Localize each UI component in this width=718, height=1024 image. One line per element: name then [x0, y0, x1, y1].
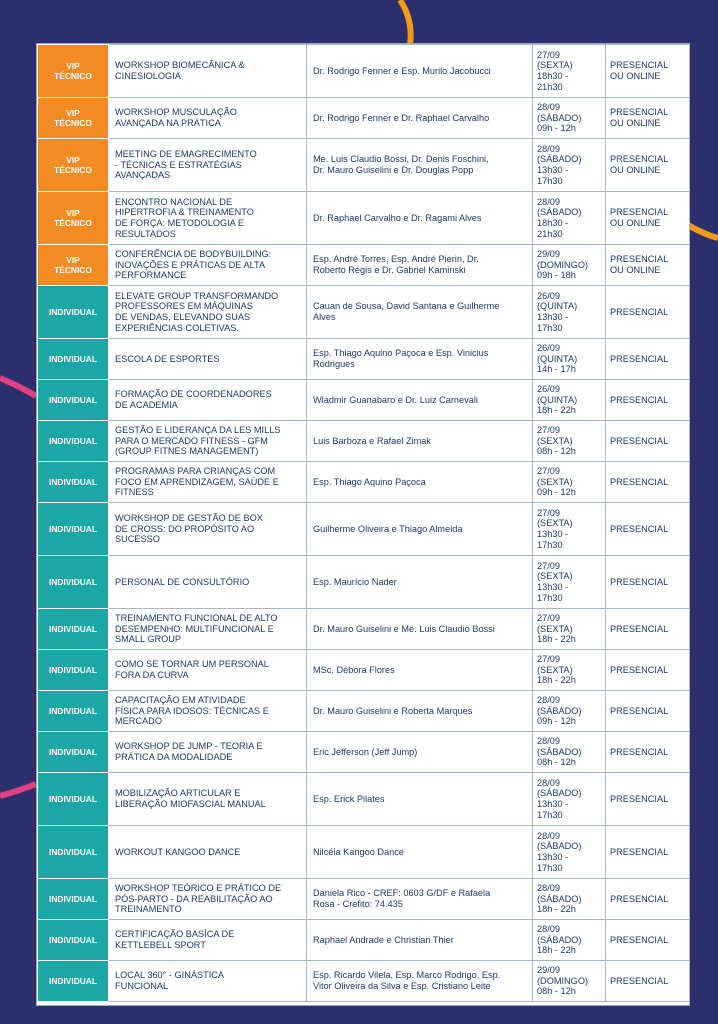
category-badge: INDIVIDUAL [38, 503, 109, 556]
modality: PRESENCIAL OU ONLINE [606, 98, 690, 139]
table-row [38, 286, 690, 339]
course-title: CONFERÊNCIA DE BODYBUILDING: INOVAÇÕES E PRÁTICAS DE ALTA PERFORMANCE [109, 245, 307, 286]
table-row [38, 339, 690, 380]
table-row [38, 732, 690, 773]
course-title: TREINAMENTO FUNCIONAL DE ALTO DESEMPENHO: MULTIFUNCIONAL E SMALL GROUP [109, 609, 307, 650]
modality: PRESENCIAL [606, 732, 690, 773]
modality: PRESENCIAL [606, 773, 690, 826]
category-badge: INDIVIDUAL [38, 773, 109, 826]
date-time: 29/09 (DOMINGO) 09h - 18h [533, 245, 606, 286]
course-title: ESCOLA DE ESPORTES [109, 339, 307, 380]
course-title: MOBILIZAÇÃO ARTICULAR E LIBERAÇÃO MIOFASCIAL MANUAL [109, 773, 307, 826]
modality: PRESENCIAL [606, 609, 690, 650]
category-badge: INDIVIDUAL [38, 961, 109, 1002]
speakers: Dr. Rodrigo Fenner e Dr. Raphael Carvalho [307, 98, 533, 139]
category-badge: VIP TÉCNICO [38, 98, 109, 139]
course-title: PROGRAMAS PARA CRIANÇAS COM FOCO EM APRENDIZAGEM, SAÚDE E FITNESS [109, 462, 307, 503]
course-title: PERSONAL DE CONSULTÓRIO [109, 556, 307, 609]
category-badge: INDIVIDUAL [38, 421, 109, 462]
orange-arc-top [400, 0, 411, 45]
modality: PRESENCIAL [606, 421, 690, 462]
category-badge: INDIVIDUAL [38, 380, 109, 421]
table-row [38, 879, 690, 920]
speakers: Daniela Rico - CREF: 0603 G/DF e Rafaela Rosa - Crefito: 74.435 [307, 879, 533, 920]
modality: PRESENCIAL [606, 691, 690, 732]
course-title: WORKSHOP MUSCULAÇÃO AVANÇADA NA PRÁTICA [109, 98, 307, 139]
modality: PRESENCIAL [606, 556, 690, 609]
date-time: 28/09 (SÁBADO) 13h30 - 17h30 [533, 826, 606, 879]
date-time: 28/09 (SÁBADO) 13h30 - 17h30 [533, 139, 606, 192]
date-time: 26/09 (QUINTA) 13h30 - 17h30 [533, 286, 606, 339]
modality: PRESENCIAL OU ONLINE [606, 192, 690, 245]
speakers: Esp. Erick Pilates [307, 773, 533, 826]
table-row [38, 462, 690, 503]
pink-arc-left [0, 378, 36, 396]
course-title: LOCAL 360° - GINÁSTICA FUNCIONAL [109, 961, 307, 1002]
table-row [38, 609, 690, 650]
speakers: Esp. André Torres, Esp. André Pierin, Dr. Roberto Régis e Dr. Gabriel Kaminski [307, 245, 533, 286]
speakers: Me. Luis Claudio Bossi, Dr. Denis Foschini, Dr. Mauro Guiselini e Dr. Douglas Popp [307, 139, 533, 192]
modality: PRESENCIAL [606, 920, 690, 961]
modality: PRESENCIAL [606, 961, 690, 1002]
modality: PRESENCIAL [606, 503, 690, 556]
speakers: Eric Jefferson (Jeff Jump) [307, 732, 533, 773]
speakers: Esp. Thiago Aquino Paçoca e Esp. Vinicius Rodrigues [307, 339, 533, 380]
date-time: 27/09 (SEXTA) 18h30 - 21h30 [533, 45, 606, 98]
speakers: Dr. Mauro Guiselini e Me. Luis Claudio Bossi [307, 609, 533, 650]
date-time: 27/09 (SEXTA) 13h30 - 17h30 [533, 556, 606, 609]
table-row [38, 826, 690, 879]
date-time: 27/09 (SEXTA) 13h30 - 17h30 [533, 503, 606, 556]
course-title: WORKSHOP BIOMECÂNICA & CINESIOLOGIA [109, 45, 307, 98]
date-time: 28/09 (SÁBADO) 18h30 - 21h30 [533, 192, 606, 245]
table-row [38, 773, 690, 826]
pink-arc-left-lower [0, 784, 36, 796]
table-row [38, 245, 690, 286]
date-time: 28/09 (SÁBADO) 18h - 22h [533, 879, 606, 920]
speakers: Esp. Maurício Nader [307, 556, 533, 609]
date-time: 27/09 (SEXTA) 08h - 12h [533, 421, 606, 462]
category-badge: INDIVIDUAL [38, 920, 109, 961]
category-badge: INDIVIDUAL [38, 691, 109, 732]
schedule-table-panel [36, 43, 690, 1006]
speakers: Nilcéia Kangoo Dance [307, 826, 533, 879]
course-title: GESTÃO E LIDERANÇA DA LES MILLS PARA O MERCADO FITNESS - GFM (GROUP FITNES MANAGEMENT) [109, 421, 307, 462]
speakers: Dr. Mauro Guiselini e Roberta Marques [307, 691, 533, 732]
date-time: 29/09 (DOMINGO) 08h - 12h [533, 961, 606, 1002]
category-badge: INDIVIDUAL [38, 879, 109, 920]
category-badge: VIP TÉCNICO [38, 245, 109, 286]
course-title: WORKOUT KANGOO DANCE [109, 826, 307, 879]
table-row [38, 961, 690, 1002]
category-badge: INDIVIDUAL [38, 556, 109, 609]
modality: PRESENCIAL [606, 380, 690, 421]
date-time: 27/09 (SEXTA) 09h - 12h [533, 462, 606, 503]
orange-arc-right [688, 225, 718, 238]
table-row [38, 503, 690, 556]
category-badge: VIP TÉCNICO [38, 139, 109, 192]
category-badge: VIP TÉCNICO [38, 45, 109, 98]
date-time: 28/09 (SÁBADO) 18h - 22h [533, 920, 606, 961]
course-title: ELEVATE GROUP TRANSFORMANDO PROFESSORES EM MÁQUINAS DE VENDAS, ELEVANDO SUAS EXPERIÊNCIAS COLETIVAS. [109, 286, 307, 339]
date-time: 28/09 (SÁBADO) 09h - 12h [533, 691, 606, 732]
date-time: 28/09 (SÁBADO) 13h30 - 17h30 [533, 773, 606, 826]
category-badge: INDIVIDUAL [38, 609, 109, 650]
modality: PRESENCIAL [606, 286, 690, 339]
course-title: MEETING DE EMAGRECIMENTO - TÉCNICAS E ESTRATÉGIAS AVANÇADAS [109, 139, 307, 192]
table-row [38, 380, 690, 421]
category-badge: INDIVIDUAL [38, 826, 109, 879]
speakers: Raphael Andrade e Christian Thier [307, 920, 533, 961]
speakers: MSc. Débora Flores [307, 650, 533, 691]
speakers: Cauan de Sousa, David Santana e Guilherme Alves [307, 286, 533, 339]
table-row [38, 650, 690, 691]
speakers: Dr. Raphael Carvalho e Dr. Ragami Alves [307, 192, 533, 245]
category-badge: INDIVIDUAL [38, 339, 109, 380]
table-row [38, 421, 690, 462]
modality: PRESENCIAL [606, 650, 690, 691]
modality: PRESENCIAL OU ONLINE [606, 45, 690, 98]
table-row [38, 139, 690, 192]
date-time: 26/09 (QUINTA) 14h - 17h [533, 339, 606, 380]
course-title: CAPACITAÇÃO EM ATIVIDADE FÍSICA PARA IDOSOS: TÉCNICAS E MERCADO [109, 691, 307, 732]
date-time: 27/09 (SEXTA) 18h - 22h [533, 650, 606, 691]
table-row [38, 192, 690, 245]
speakers: Wladmir Guanabaro e Dr. Luiz Carnevali [307, 380, 533, 421]
modality: PRESENCIAL [606, 462, 690, 503]
speakers: Dr. Rodrigo Fenner e Esp. Murilo Jacobucci [307, 45, 533, 98]
course-title: CERTIFICAÇÃO BASÍCA DE KETTLEBELL SPORT [109, 920, 307, 961]
modality: PRESENCIAL [606, 826, 690, 879]
course-title: WORKSHOP DE GESTÃO DE BOX DE CROSS: DO PROPÓSITO AO SUCESSO [109, 503, 307, 556]
table-row [38, 920, 690, 961]
category-badge: INDIVIDUAL [38, 732, 109, 773]
category-badge: INDIVIDUAL [38, 650, 109, 691]
date-time: 26/09 (QUINTA) 18h - 22h [533, 380, 606, 421]
speakers: Guilherme Oliveira e Thiago Almeida [307, 503, 533, 556]
category-badge: INDIVIDUAL [38, 286, 109, 339]
course-title: FORMAÇÃO DE COORDENADORES DE ACADEMIA [109, 380, 307, 421]
schedule-table [37, 44, 690, 1002]
modality: PRESENCIAL OU ONLINE [606, 139, 690, 192]
modality: PRESENCIAL [606, 339, 690, 380]
category-badge: VIP TÉCNICO [38, 192, 109, 245]
speakers: Esp. Ricardo Vilela, Esp. Marco Rodrigo, Esp. Vitor Oliveira da Silva e Esp. Cristiano Leite [307, 961, 533, 1002]
category-badge: INDIVIDUAL [38, 462, 109, 503]
speakers: Luis Barboza e Rafael Zimak [307, 421, 533, 462]
table-row [38, 691, 690, 732]
course-title: COMO SE TORNAR UM PERSONAL FORA DA CURVA [109, 650, 307, 691]
table-row [38, 45, 690, 98]
course-title: ENCONTRO NACIONAL DE HIPERTROFIA & TREINAMENTO DE FORÇA: METODOLOGIA E RESULTADOS [109, 192, 307, 245]
date-time: 27/09 (SEXTA) 18h - 22h [533, 609, 606, 650]
modality: PRESENCIAL OU ONLINE [606, 245, 690, 286]
course-title: WORKSHOP TEÓRICO E PRÁTICO DE PÓS-PARTO - DA REABILITAÇÃO AO TREINAMENTO [109, 879, 307, 920]
table-row [38, 556, 690, 609]
table-row [38, 98, 690, 139]
course-title: WORKSHOP DE JUMP - TEORIA E PRÁTICA DA MODALIDADE [109, 732, 307, 773]
modality: PRESENCIAL [606, 879, 690, 920]
speakers: Esp. Thiago Aquino Paçoca [307, 462, 533, 503]
date-time: 28/09 (SÁBADO) 08h - 12h [533, 732, 606, 773]
date-time: 28/09 (SÁBADO) 09h - 12h [533, 98, 606, 139]
